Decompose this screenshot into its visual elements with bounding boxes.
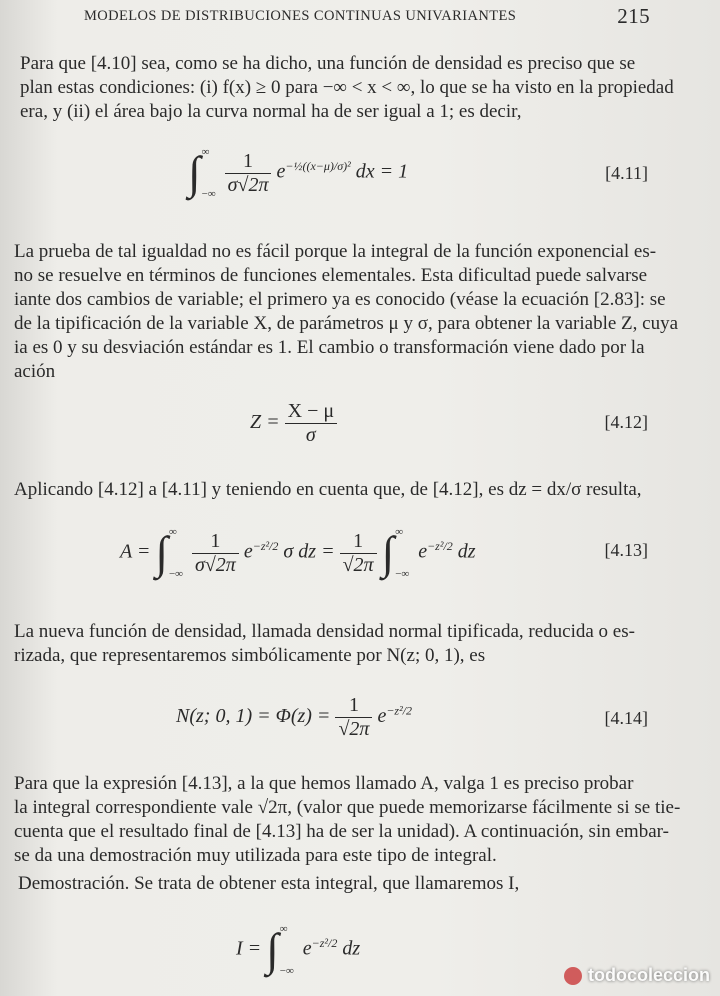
equation-4-13: A = ∫ ∞ −∞ $\frac{1}{\sigma√2\pi}$ $e^{-z^2/2}$ σ dz = $\frac{1}{√2\pi}$ ∫ ∞ −∞ $e^{-z^2/2}$ dz bbox=[120, 526, 476, 580]
page-header bbox=[84, 4, 650, 28]
equation-4-11: ∫ ∞ −∞ $\frac{1}{\sigma√2\pi}$ $e^{-\frac{1}{2}((x-\mu)/\sigma)^2}$ dx = 1 bbox=[188, 146, 409, 200]
equation-label: [4.13] bbox=[604, 540, 648, 560]
paragraph-2: La prueba de tal igualdad no es fácil porque la integral de la función exponencial es- no se resuelve en términos de funciones elementales. Esta dificultad puede salvarse iante dos cambios de variable; el primero ya es conocido (véase la ecuación [2.83]: se de la tipificación de la variable X, de parámetros μ y σ, para obtener la variable Z, cuya ia es 0 y su desviación estándar es 1. El cambio o transformación viene dado por la ación bbox=[14, 241, 679, 382]
watermark: todocoleccion bbox=[564, 965, 710, 986]
equation-4-12: Z = $\frac{X - \mu}{\sigma}$ bbox=[250, 400, 337, 447]
paragraph-5: Para que la expresión [4.13], a la que hemos llamado A, valga 1 es preciso probar la integral correspondiente vale √2π, (valor que puede memorizarse fácilmente si se tie- cuenta que el resultado final de [4.13] ha de ser la unidad). A continuación, sin embar- se da una demostración muy utilizada para este tipo de integral. bbox=[14, 773, 681, 866]
equation-label: [4.12] bbox=[604, 412, 648, 432]
running-title: MODELOS DE DISTRIBUCIONES CONTINUAS UNIVARIANTES bbox=[84, 8, 517, 24]
equation-label: [4.14] bbox=[604, 708, 648, 728]
equation-integral-I: I = ∫ ∞ −∞ $e^{-z^2/2}$ dz bbox=[236, 923, 361, 977]
paragraph-6: Demostración. Se trata de obtener esta integral, que llamaremos I, bbox=[18, 873, 520, 894]
watermark-logo-icon bbox=[564, 967, 582, 985]
paragraph-3: Aplicando [4.12] a [4.11] y teniendo en cuenta que, de [4.12], es dz = dx/σ resulta, bbox=[14, 479, 642, 500]
paragraph-1 bbox=[20, 52, 674, 124]
text-line: era, y (ii) el área bajo la curva normal ha de ser igual a 1; es decir, bbox=[20, 101, 522, 122]
page-number: 215 bbox=[617, 4, 650, 28]
text-line: Para que [4.10] sea, como se ha dicho, una función de densidad es preciso que se bbox=[20, 53, 636, 74]
text-line: plan estas condiciones: (i) f(x) ≥ 0 para −∞ < x < ∞, lo que se ha visto en la propiedad bbox=[20, 77, 674, 98]
equation-label: [4.11] bbox=[605, 163, 648, 183]
paragraph-4: La nueva función de densidad, llamada densidad normal tipificada, reducida o es- rizada, que representaremos simbólicamente por N(z; 0, 1), es bbox=[14, 621, 635, 666]
equation-4-14: N(z; 0, 1) = Φ(z) = $\frac{1}{√2\pi}$ $e^{-z^2/2}$ bbox=[176, 694, 413, 740]
